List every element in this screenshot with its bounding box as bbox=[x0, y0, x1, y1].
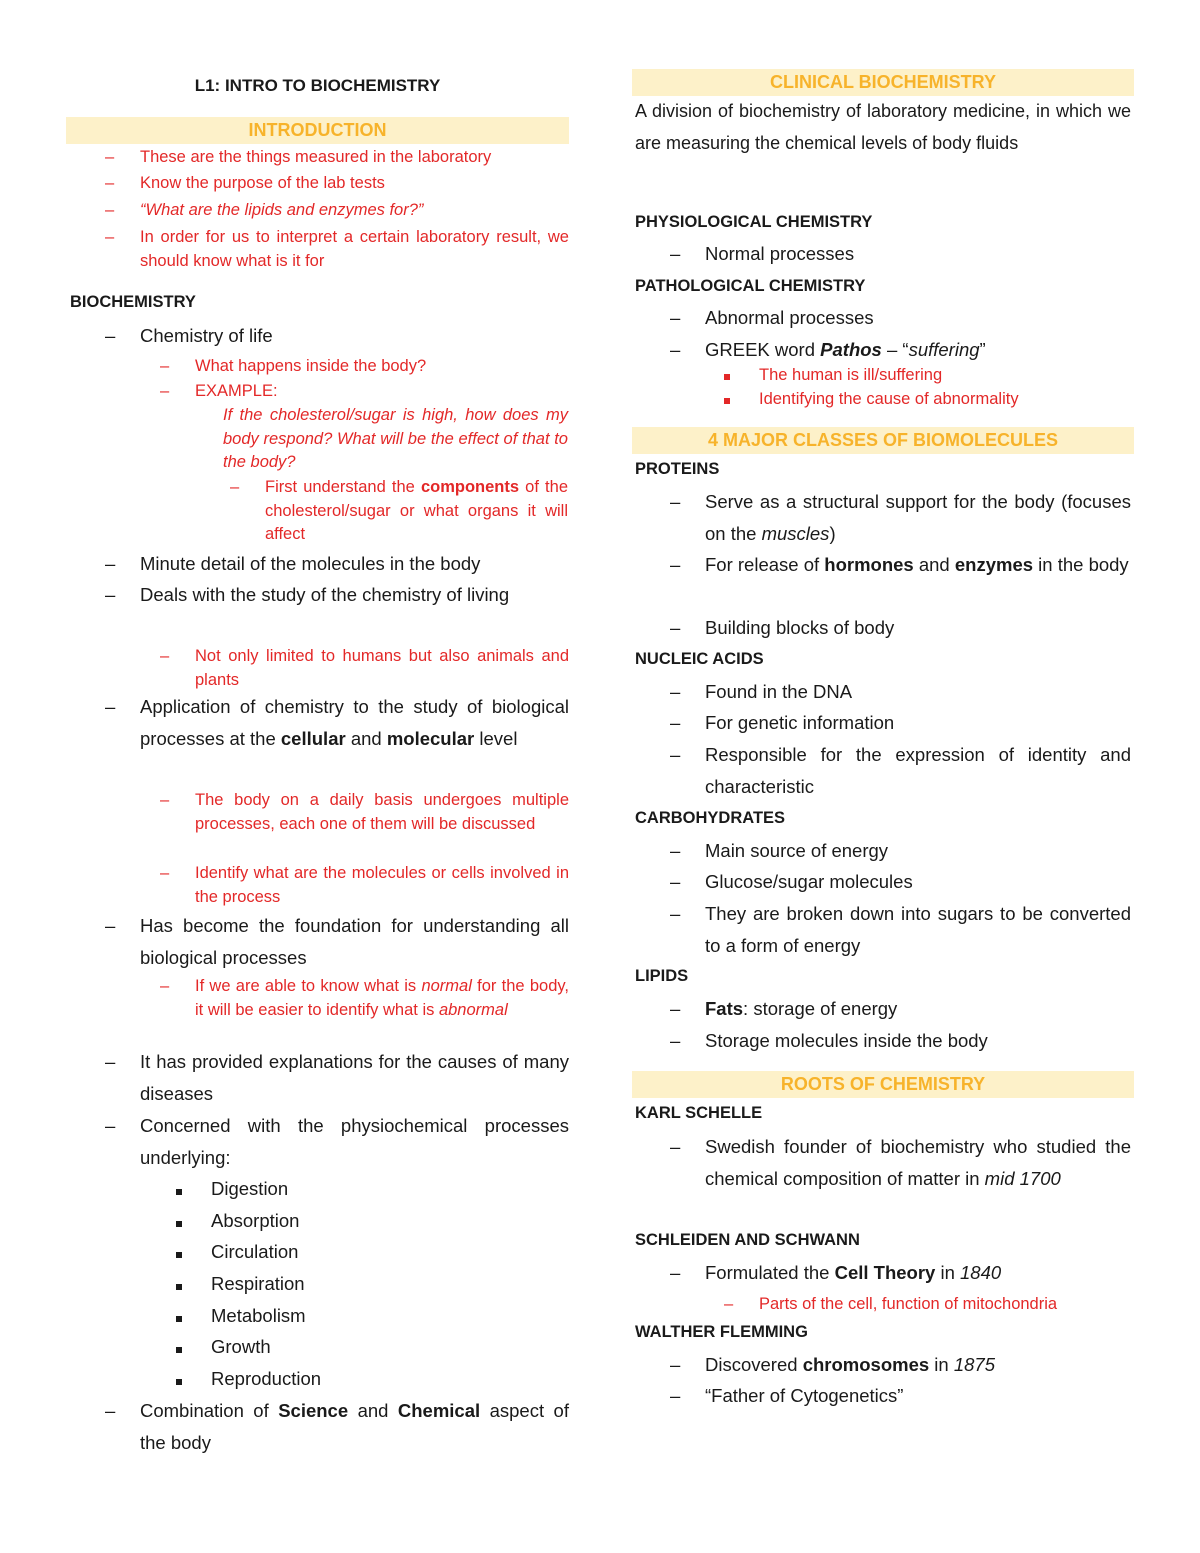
biomolecules-heading: 4 MAJOR CLASSES OF BIOMOLECULES bbox=[632, 427, 1134, 454]
process-item-text: Reproduction bbox=[211, 1368, 322, 1389]
list-item bbox=[670, 1349, 1131, 1381]
list-item-text: Fats: storage of energy bbox=[705, 998, 898, 1019]
dash-marker: – bbox=[160, 977, 170, 995]
dash-marker: – bbox=[105, 201, 115, 219]
carbohydrates-heading: CARBOHYDRATES bbox=[635, 809, 786, 827]
dash-marker: – bbox=[724, 1295, 734, 1313]
intro-item-text: “What are the lipids and enzymes for?” bbox=[140, 201, 424, 219]
list-item bbox=[670, 1131, 1131, 1194]
sub-item bbox=[724, 1293, 1131, 1317]
walther-flemming-heading: WALTHER FLEMMING bbox=[635, 1323, 808, 1341]
dash-marker: – bbox=[105, 696, 116, 717]
list-item bbox=[670, 993, 1131, 1025]
list-item bbox=[105, 1110, 569, 1173]
square-bullet-icon bbox=[724, 398, 730, 404]
dash-marker: – bbox=[670, 617, 681, 638]
list-item-text: Minute detail of the molecules in the body bbox=[140, 553, 481, 574]
list-item-text: Normal processes bbox=[705, 243, 855, 264]
dash-marker: – bbox=[670, 871, 681, 892]
dash-marker: – bbox=[105, 584, 116, 605]
dash-marker: – bbox=[670, 1262, 681, 1283]
process-item-text: Metabolism bbox=[211, 1305, 306, 1326]
list-item bbox=[670, 302, 1131, 334]
square-bullet-icon bbox=[176, 1252, 182, 1258]
dash-marker: – bbox=[105, 228, 115, 246]
list-item bbox=[670, 707, 1131, 739]
list-item bbox=[670, 866, 1131, 898]
sub-item-text: If we are able to know what is normal for the body, it will be easier to identify what is abnormal bbox=[195, 977, 569, 1019]
sub-item-text: Identifying the cause of abnormality bbox=[759, 390, 1019, 408]
intro-item-text: In order for us to interpret a certain laboratory result, we should know what is it for bbox=[140, 228, 569, 270]
dash-marker: – bbox=[670, 1385, 681, 1406]
process-item bbox=[176, 1300, 569, 1332]
dash-marker: – bbox=[105, 1051, 116, 1072]
dash-marker: – bbox=[105, 148, 115, 166]
dash-marker: – bbox=[670, 998, 681, 1019]
list-item bbox=[670, 549, 1131, 581]
dash-marker: – bbox=[230, 478, 240, 496]
sub-item bbox=[160, 789, 569, 836]
example-text: If the cholesterol/sugar is high, how does my body respond? What will be the effect of that to the body? bbox=[223, 406, 568, 471]
process-item-text: Circulation bbox=[211, 1241, 299, 1262]
dash-marker: – bbox=[670, 840, 681, 861]
intro-item-text: Know the purpose of the lab tests bbox=[140, 174, 385, 192]
karl-schelle-heading: KARL SCHELLE bbox=[635, 1104, 763, 1122]
sub-item-text: What happens inside the body? bbox=[195, 357, 427, 375]
sub-item bbox=[160, 862, 569, 909]
list-item bbox=[670, 676, 1131, 708]
list-item-text: Has become the foundation for understanding all biological processes bbox=[140, 915, 569, 968]
process-item-text: Absorption bbox=[211, 1210, 300, 1231]
sub-item bbox=[724, 388, 1131, 412]
dash-marker: – bbox=[670, 491, 681, 512]
list-item bbox=[105, 691, 569, 754]
list-item-text: Deals with the study of the chemistry of living bbox=[140, 584, 510, 605]
square-bullet-icon bbox=[176, 1284, 182, 1290]
dash-marker: – bbox=[160, 382, 170, 400]
list-item bbox=[105, 910, 569, 973]
schleiden-schwann-heading: SCHLEIDEN AND SCHWANN bbox=[635, 1231, 860, 1249]
page-title: L1: INTRO TO BIOCHEMISTRY bbox=[194, 76, 441, 95]
sub-item-text: The human is ill/suffering bbox=[759, 366, 943, 384]
square-bullet-icon bbox=[176, 1347, 182, 1353]
list-item-text: Swedish founder of biochemistry who studied the chemical composition of matter in mid 1700 bbox=[705, 1136, 1131, 1189]
dash-marker: – bbox=[670, 554, 681, 575]
process-item bbox=[176, 1236, 569, 1268]
list-item bbox=[670, 898, 1131, 961]
list-item-text: Responsible for the expression of identity and characteristic bbox=[705, 744, 1131, 797]
sub-item-text: EXAMPLE: bbox=[195, 382, 278, 400]
dash-marker: – bbox=[670, 339, 681, 360]
list-item bbox=[670, 1257, 1131, 1289]
list-item-text: Combination of Science and Chemical aspect of the body bbox=[140, 1400, 569, 1453]
list-item bbox=[670, 739, 1131, 802]
intro-item bbox=[105, 199, 569, 223]
list-item-text: Application of chemistry to the study of biological processes at the cellular and molecular level bbox=[140, 696, 569, 749]
dash-marker: – bbox=[160, 647, 170, 665]
list-item bbox=[670, 334, 1131, 366]
list-item-text: Formulated the Cell Theory in 1840 bbox=[705, 1262, 1002, 1283]
list-item bbox=[105, 579, 569, 611]
dash-marker: – bbox=[670, 307, 681, 328]
list-item bbox=[670, 486, 1131, 549]
proteins-heading: PROTEINS bbox=[635, 460, 720, 478]
list-item-text: “Father of Cytogenetics” bbox=[705, 1385, 904, 1406]
list-item bbox=[670, 612, 1131, 644]
dash-marker: – bbox=[670, 744, 681, 765]
list-item-text: Main source of energy bbox=[705, 840, 889, 861]
dash-marker: – bbox=[670, 243, 681, 264]
process-item-text: Respiration bbox=[211, 1273, 305, 1294]
dash-marker: – bbox=[105, 553, 116, 574]
dash-marker: – bbox=[105, 174, 115, 192]
pathological-heading: PATHOLOGICAL CHEMISTRY bbox=[635, 277, 866, 295]
square-bullet-icon bbox=[176, 1379, 182, 1385]
square-bullet-icon bbox=[176, 1316, 182, 1322]
dash-marker: – bbox=[670, 712, 681, 733]
process-item bbox=[176, 1205, 569, 1237]
list-item-text: Discovered chromosomes in 1875 bbox=[705, 1354, 995, 1375]
list-item-text: They are broken down into sugars to be converted to a form of energy bbox=[705, 903, 1131, 956]
sub-item-text: The body on a daily basis undergoes multiple processes, each one of them will be discussed bbox=[195, 791, 569, 833]
list-item-text: GREEK word Pathos – “suffering” bbox=[705, 339, 986, 360]
sub-item bbox=[160, 355, 569, 379]
list-item-text: Concerned with the physiochemical processes underlying: bbox=[140, 1115, 569, 1168]
list-item bbox=[670, 238, 1131, 270]
sub-sub-item bbox=[230, 476, 568, 547]
sub-item-text: Identify what are the molecules or cells involved in the process bbox=[195, 864, 569, 906]
dash-marker: – bbox=[160, 864, 170, 882]
dash-marker: – bbox=[105, 1400, 116, 1421]
process-item bbox=[176, 1331, 569, 1363]
intro-item bbox=[105, 172, 569, 196]
sub-item bbox=[160, 645, 569, 692]
biochemistry-heading: BIOCHEMISTRY bbox=[70, 293, 196, 311]
intro-item bbox=[105, 226, 569, 273]
list-item bbox=[105, 1395, 569, 1458]
introduction-heading: INTRODUCTION bbox=[66, 117, 569, 144]
sub-item-text: Parts of the cell, function of mitochondria bbox=[759, 1295, 1058, 1313]
list-item bbox=[105, 1046, 569, 1109]
sub-item bbox=[160, 380, 569, 404]
dash-marker: – bbox=[160, 791, 170, 809]
process-item-text: Digestion bbox=[211, 1178, 289, 1199]
clinical-biochemistry-heading: CLINICAL BIOCHEMISTRY bbox=[632, 69, 1134, 96]
list-item-text: It has provided explanations for the causes of many diseases bbox=[140, 1051, 569, 1104]
sub-sub-item-text: First understand the components of the cholesterol/sugar or what organs it will affect bbox=[265, 478, 568, 543]
list-item-text: For release of hormones and enzymes in the body bbox=[705, 554, 1129, 575]
list-item-text: Serve as a structural support for the body (focuses on the muscles) bbox=[705, 491, 1131, 544]
lipids-heading: LIPIDS bbox=[635, 967, 689, 985]
dash-marker: – bbox=[105, 325, 116, 346]
list-item bbox=[670, 1025, 1131, 1057]
sub-item-text: Not only limited to humans but also animals and plants bbox=[195, 647, 569, 689]
dash-marker: – bbox=[105, 1115, 116, 1136]
process-item bbox=[176, 1173, 569, 1205]
list-item-text: Storage molecules inside the body bbox=[705, 1030, 988, 1051]
intro-item bbox=[105, 146, 569, 170]
square-bullet-icon bbox=[724, 374, 730, 380]
dash-marker: – bbox=[670, 681, 681, 702]
list-item bbox=[670, 1380, 1131, 1412]
dash-marker: – bbox=[670, 1030, 681, 1051]
dash-marker: – bbox=[670, 1354, 681, 1375]
list-item-text: Building blocks of body bbox=[705, 617, 895, 638]
roots-heading: ROOTS OF CHEMISTRY bbox=[632, 1071, 1134, 1098]
dash-marker: – bbox=[670, 1136, 681, 1157]
process-item-text: Growth bbox=[211, 1336, 271, 1357]
sub-item bbox=[724, 364, 1131, 388]
square-bullet-icon bbox=[176, 1221, 182, 1227]
list-item-text: Found in the DNA bbox=[705, 681, 853, 702]
sub-item bbox=[160, 975, 569, 1022]
process-item bbox=[176, 1363, 569, 1395]
intro-item-text: These are the things measured in the laboratory bbox=[140, 148, 492, 166]
process-item bbox=[176, 1268, 569, 1300]
nucleic-acids-heading: NUCLEIC ACIDS bbox=[635, 650, 764, 668]
square-bullet-icon bbox=[176, 1189, 182, 1195]
list-item bbox=[670, 835, 1131, 867]
list-item bbox=[105, 320, 569, 352]
dash-marker: – bbox=[670, 903, 681, 924]
list-item-text: For genetic information bbox=[705, 712, 895, 733]
list-item-text: Abnormal processes bbox=[705, 307, 874, 328]
list-item-text: Chemistry of life bbox=[140, 325, 273, 346]
dash-marker: – bbox=[160, 357, 170, 375]
physiological-heading: PHYSIOLOGICAL CHEMISTRY bbox=[635, 213, 873, 231]
dash-marker: – bbox=[105, 915, 116, 936]
clinical-biochemistry-text: A division of biochemistry of laboratory medicine, in which we are measuring the chemical levels of body fluids bbox=[635, 101, 1131, 153]
list-item-text: Glucose/sugar molecules bbox=[705, 871, 913, 892]
list-item bbox=[105, 548, 569, 580]
